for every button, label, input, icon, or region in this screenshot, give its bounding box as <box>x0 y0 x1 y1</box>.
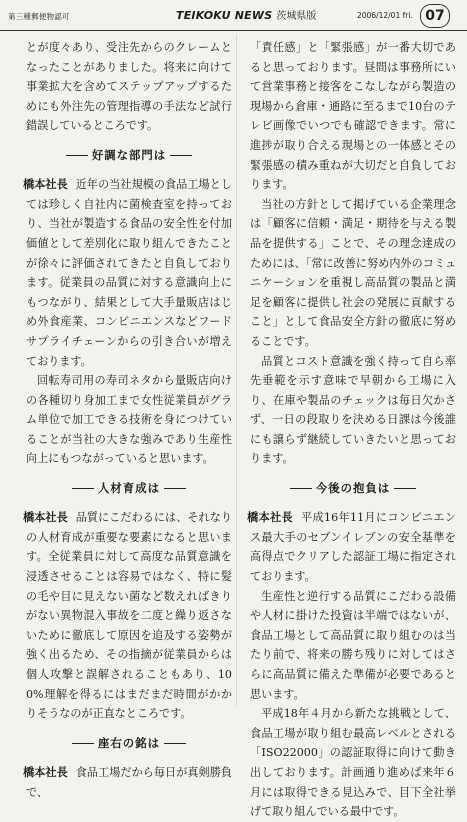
paragraph-text: 近年の当社規模の食品工場としては珍しく自社内に菌検査室を持っており、当社が製造する食品の安全性を付加価値として差別化に取り組んできたことが徐々に評価されてきたと自負しております。従業員の品質に対する意識向上にもつながり、結果として大手量販店はじめ外食産業、コンビニエンスなどフードサプライチェーンからの引き合いが増えております。 <box>26 178 232 368</box>
left-paragraph-5 <box>23 763 232 802</box>
column-gutter <box>236 34 237 706</box>
right-paragraph-2: 当社の方針として掲げている企業理念は「顧客に信頼・満足・期待を与える製品を提供する」ことで、その理念達成のためには、「常に改善に努め内外のコミュニケーションを重視し高品質の製品と満足を顧客に提供し社会の発展に貢献すること」として食品安全方針の徹底に努めることです。 <box>250 197 456 348</box>
speaker-label: 橋本社長 <box>247 511 294 525</box>
heading-text: 今後の抱負は <box>315 480 391 495</box>
heading-text: 人材育成は <box>98 480 160 495</box>
heading-rule <box>170 155 192 156</box>
masthead <box>0 0 467 31</box>
paragraph-text: 品質にこだわるには、それなりの人材育成が重要な要素になると思います。全従業員に対して高度な品質意識を浸透させることは容易ではなく、特に髪の毛や目に見えない菌など数えればきりがない異物混入事故を二度と繰り返さないために徹底して原因を追及する姿勢が強く出るため、その指摘が従業員からは個人攻撃と誤解されることもあり、100%理解を得るにはまだまだ時間がかかりそうなのが正直なところです。 <box>26 511 232 721</box>
heading-text: 座右の銘は <box>98 735 160 750</box>
section-heading-popular-division <box>26 146 232 166</box>
speaker-label: 橋本社長 <box>23 178 68 192</box>
heading-rule <box>290 488 312 489</box>
left-paragraph-2 <box>23 175 232 371</box>
heading-rule <box>66 155 88 156</box>
paper-title <box>176 7 316 22</box>
page-number: 07 <box>420 4 450 28</box>
speaker-label: 橋本社長 <box>23 511 68 525</box>
speaker-label: 橋本社長 <box>23 765 68 779</box>
postal-permit: 第三種郵便物認可 <box>8 12 70 21</box>
right-paragraph-1: 「責任感」と「緊張感」が一番大切であると思っております。昼間は事務所にいて営業事務と接客をこなしながら製造の現場から倉庫・通路に至るまで10台のテレビ画像でいつでも確認できます。常に進捗が取り合える現場との一体感とその緊張感の積み重ねが大切だと自負しております。 <box>250 41 456 192</box>
heading-rule <box>72 743 94 744</box>
right-paragraph-5: 生産性と逆行する品質にこだわる設備や人材に掛けた投資は半端ではないが、食品工場として高品質に取り組むのは当たり前で、将来の勝ち残りに対してはさらに高品質に備えた準備が必要であると思います。 <box>250 589 456 701</box>
left-paragraph-4 <box>23 508 232 724</box>
right-paragraph-4 <box>247 508 456 586</box>
paper-name: TEIKOKU NEWS <box>176 9 273 22</box>
paragraph-text: 食品工場だから毎日が真剣勝負で、 <box>26 765 232 799</box>
section-heading-motto <box>26 734 232 754</box>
left-column <box>23 38 232 802</box>
left-paragraph-3: 回転寿司用の寿司ネタから量販店向けの各種切り身加工まで女性従業員がグラム単位で加工できる技術を身につけていることが当社の大きな強みであり生産性向上にもつながっていると思います。 <box>26 374 232 466</box>
heading-text: 好調な部門は <box>91 147 167 162</box>
edition-name: 茨城県版 <box>276 11 317 22</box>
heading-rule <box>72 488 94 489</box>
heading-rule <box>394 488 416 489</box>
section-heading-training <box>26 479 232 499</box>
paragraph-text: 平成16年11月にコンビニエンス最大手のセブンイレブンの安全基準を高得点でクリアした認証工場に指定されております。 <box>250 511 456 584</box>
right-paragraph-6: 平成18年４月から新たな挑戦として、食品工場が取り組む最高レベルとされる「ISO22000」の認証取得に向けて動き出しております。計画通り進めば来年６月には取得できる見込みで、目下全社挙げて取り組んでいる最中です。 <box>250 707 456 819</box>
issue-date: 2006/12/01 fri. <box>357 11 413 20</box>
heading-rule <box>164 488 186 489</box>
right-column <box>247 38 456 822</box>
right-paragraph-3: 品質とコスト意識を強く持って自ら率先垂範を示す意味で早朝から工場に入り、在庫や製品のチェックは毎日欠かさず、一日の段取りを決める日課は今後誰にも譲らず継続していきたいと思っております。 <box>250 354 456 466</box>
heading-rule <box>164 743 186 744</box>
left-paragraph-1: とが度々あり、受注先からのクレームとなったことがありました。将来に向けて事業拡大を含めてステップアップするためにも外注先の管理指導の手法など試行錯誤しているところです。 <box>26 41 232 133</box>
section-heading-aspirations <box>250 479 456 499</box>
